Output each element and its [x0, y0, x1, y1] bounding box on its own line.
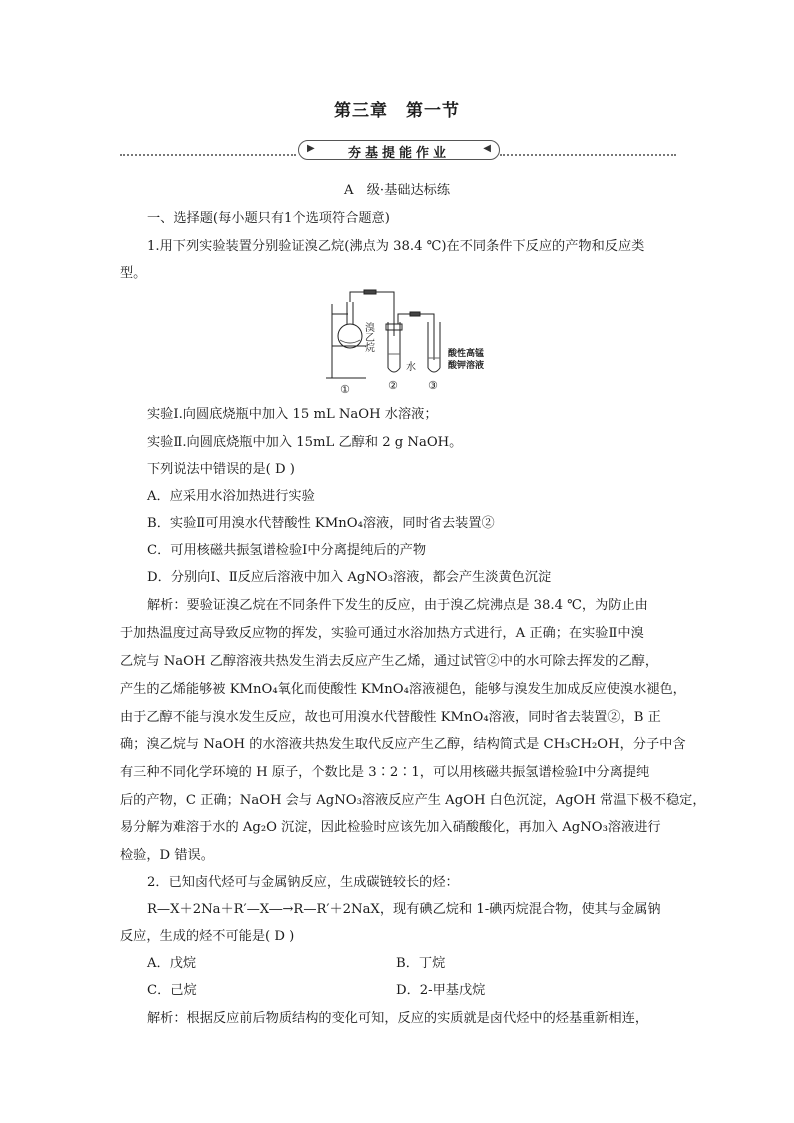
banner-label: 夯基提能作业: [347, 146, 450, 161]
option-a: A．应采用水浴加热进行实验: [147, 489, 315, 504]
diagram-num-1: ①: [340, 383, 350, 396]
option-b: B．实验Ⅱ可用溴水代替酸性 KMnO₄溶液，同时省去装置②: [147, 516, 495, 531]
experiment-2: 实验Ⅱ.向圆底烧瓶中加入 15mL 乙醇和 2 g NaOH。: [147, 435, 463, 450]
analysis-1-line-10: 检验，D 错误。: [120, 848, 214, 863]
analysis-1-line-9: 易分解为难溶于水的 Ag₂O 沉淀，因此检验时应该先加入硝酸酸化，再加入 AgNO₃溶液进行: [120, 820, 661, 835]
option-c: C．可用核磁共振氢谱检验Ⅰ中分离提纯后的产物: [147, 543, 427, 558]
analysis-1-line-2: 于加热温度过高导致反应物的挥发，实验可通过水浴加热方式进行，A 正确；在实验Ⅱ中溴: [120, 626, 644, 641]
apparatus-diagram: [326, 284, 496, 396]
question-2-equation: R—X＋2Na＋R′—X―→R—R′＋2NaX，现有碘乙烷和 1-碘丙烷混合物，使其与金属钠: [147, 902, 661, 917]
experiment-1: 实验Ⅰ.向圆底烧瓶中加入 15 mL NaOH 水溶液；: [147, 407, 438, 422]
diagram-label-kmno4-1: 酸性高锰: [448, 349, 485, 359]
question-2-stem: 2．已知卤代烃可与金属钠反应，生成碳链较长的烃：: [147, 875, 459, 890]
analysis-1-line-3: 乙烷与 NaOH 乙醇溶液共热发生消去反应产生乙烯，通过试管②中的水可除去挥发的乙醇，: [120, 654, 659, 669]
banner-divider-left: [120, 154, 296, 156]
diagram-label-kmno4-2: 酸钾溶液: [448, 361, 485, 371]
banner-divider-right: [500, 154, 676, 156]
q2-option-d: D．2-甲基戊烷: [396, 983, 486, 998]
question-1-prompt: 下列说法中错误的是( D ): [147, 462, 295, 477]
question-1-stem-cont: 型。: [120, 266, 147, 281]
analysis-2-line-1: 解析：根据反应前后物质结构的变化可知，反应的实质就是卤代烃中的烃基重新相连，: [147, 1011, 649, 1026]
play-left-icon: ◀: [483, 143, 491, 154]
analysis-1-line-7: 有三种不同化学环境的 H 原子，个数比是 3∶2∶1，可以用核磁共振氢谱检验Ⅰ中分离提纯: [120, 765, 650, 780]
q2-option-a: A．戊烷: [147, 956, 197, 971]
question-1-stem: 1.用下列实验装置分别验证溴乙烷(沸点为 38.4 ℃)在不同条件下反应的产物和反应类: [147, 239, 645, 254]
diagram-num-2: ②: [388, 379, 398, 392]
option-d: D．分别向Ⅰ、Ⅱ反应后溶液中加入 AgNO₃溶液，都会产生淡黄色沉淀: [147, 570, 552, 585]
banner-box: [298, 140, 500, 160]
diagram-num-3: ③: [428, 379, 438, 392]
diagram-label-water: 水: [406, 362, 416, 373]
analysis-1-line-1: 解析：要验证溴乙烷在不同条件下发生的反应，由于溴乙烷沸点是 38.4 ℃，为防止由: [147, 598, 648, 613]
play-right-icon: ▶: [307, 143, 315, 154]
analysis-1-line-8: 后的产物，C 正确；NaOH 会与 AgNO₃溶液反应产生 AgOH 白色沉淀，AgOH 常温下极不稳定，: [120, 793, 706, 808]
section-heading: 一、选择题(每小题只有1个选项符合题意): [147, 211, 390, 226]
q2-option-b: B．丁烷: [396, 956, 446, 971]
analysis-1-line-5: 由于乙醇不能与溴水发生反应，故也可用溴水代替酸性 KMnO₄溶液，同时省去装置②，B 正: [120, 710, 661, 725]
q2-option-c: C．己烷: [147, 983, 197, 998]
analysis-1-line-4: 产生的乙烯能够被 KMnO₄氧化而使酸性 KMnO₄溶液褪色，能够与溴发生加成反应使溴水褪色，: [120, 682, 686, 697]
section-banner: [120, 140, 676, 160]
question-2-prompt: 反应，生成的烃不可能是( D ): [120, 929, 295, 944]
page-title: 第三章 第一节: [334, 101, 460, 121]
analysis-1-line-6: 确；溴乙烷与 NaOH 的水溶液共热发生取代反应产生乙醇，结构简式是 CH₃CH₂OH，分子中含: [120, 737, 686, 752]
diagram-label-flask: 溴乙烷: [362, 322, 374, 352]
level-heading: A 级·基础达标练: [343, 183, 451, 198]
